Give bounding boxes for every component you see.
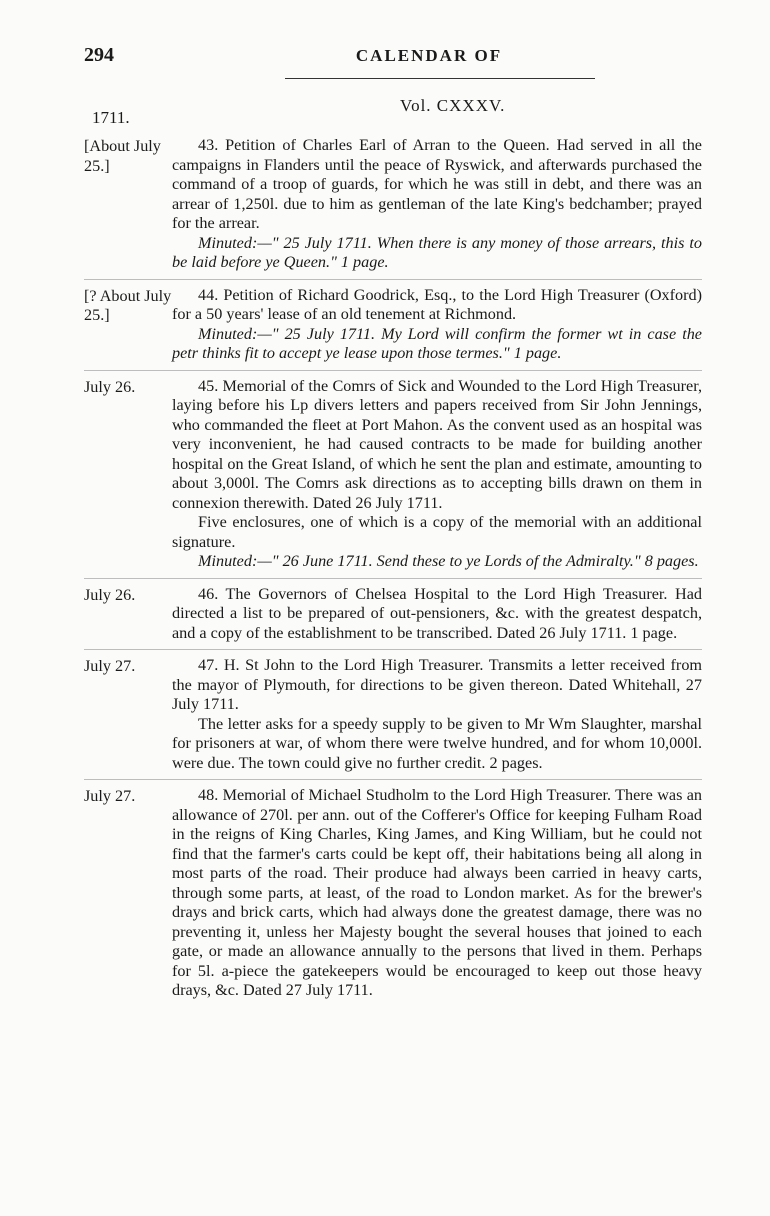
entry-paragraph: Five enclosures, one of which is a copy of the memorial with an additional signature. (172, 513, 702, 551)
entry-paragraph: 43. Petition of Charles Earl of Arran to the Queen. Had served in all the campaigns in Flanders until the peace of Ryswick, and afterwards purchased the command of a troop of guards, for which he was still in debt, and there was an arrear of 1,250l. due to him as gentleman of the late King's bedchamber; prayed for the arrear. (172, 136, 702, 232)
header-rule (285, 78, 595, 79)
entry-body (172, 136, 702, 273)
entry-date: July 26. (84, 377, 136, 396)
entry-body (172, 377, 702, 572)
page-number: 294 (84, 44, 114, 66)
entry-minute: Minuted:—" 25 July 1711. My Lord will confirm the former wt in case the petr thinks fit to accept ye lease upon those termes." 1 page. (172, 324, 702, 362)
calendar-entry (84, 371, 702, 579)
page-header (84, 44, 704, 74)
entry-paragraph: 48. Memorial of Michael Studholm to the Lord High Treasurer. There was an allowance of 270l. per ann. out of the Cofferer's Office for keeping Fulham Road in the reigns of King Charles, King James, and King William, but he could not find that the farmer's carts could be kept off, their habitations being all along in most parts of the road. Their produce had always been carried in heavy carts, through some parts, at least, of the road to London market. As for the brewer's drays and brick carts, which had always done the greatest damage, there was no preventing it, unless her Majesty bought the several houses that joined to each gate, or made an allowance annually to the persons that lived in them. Perhaps for 5l. a-piece the gatekeepers would be encouraged to keep out those heavy drays, &c. Dated 27 July 1711. (172, 786, 702, 999)
entry-paragraph: The letter asks for a speedy supply to be given to Mr Wm Slaughter, marshal for prisoners at war, of whom there were twelve hundred, and for whom 10,000l. were due. The town could give no further credit. 2 pages. (172, 714, 702, 772)
volume-label: Vol. CXXXV. (400, 96, 506, 115)
running-head: CALENDAR OF (355, 46, 503, 65)
entry-date: July 27. (84, 787, 136, 805)
entry-date: [? About July 25.] (84, 286, 172, 324)
entry-body (172, 286, 702, 364)
entry-minute: Minuted:—" 25 July 1711. When there is any money of those arrears, this to be laid before ye Queen." 1 page. (172, 233, 702, 271)
year-label: 1711. (92, 108, 130, 127)
calendar-entry (84, 579, 702, 651)
entry-paragraph: 44. Petition of Richard Goodrick, Esq., to the Lord High Treasurer (Oxford) for a 50 years' lease of an old tenement at Richmond. (172, 285, 702, 323)
entry-date: [About July 25.] (84, 137, 161, 175)
entry-paragraph: 45. Memorial of the Comrs of Sick and Wounded to the Lord High Treasurer, laying before his Lp divers letters and papers received from Sir John Jennings, who commanded the fleet at Port Mahon. As the convent used as an hospital was very inconvenient, he had caused contracts to be made for building another hospital on the Great Island, of which he sent the plan and estimate, amounting to about 3,000l. The Comrs ask directions as to accepting bills drawn on them in connexion therewith. Dated 26 July 1711. (172, 376, 702, 512)
entry-paragraph: 46. The Governors of Chelsea Hospital to the Lord High Treasurer. Had directed a list to be prepared of out-pensioners, &c. with the greatest despatch, and a copy of the establishment to be transcribed. Dated 26 July 1711. 1 page. (172, 584, 702, 642)
calendar-entry (84, 780, 702, 1007)
calendar-entry (84, 280, 702, 371)
entry-body (172, 656, 702, 773)
entry-body (172, 786, 702, 1001)
calendar-entry (84, 130, 702, 280)
entry-minute: Minuted:—" 26 June 1711. Send these to ye Lords of the Admiralty." 8 pages. (198, 552, 699, 570)
calendar-entries (84, 130, 702, 1007)
entry-date: July 27. (84, 657, 136, 675)
entry-paragraph: 47. H. St John to the Lord High Treasurer. Transmits a letter received from the mayor of Plymouth, for directions to be given thereon. Dated Whitehall, 27 July 1711. (172, 656, 702, 713)
entry-body (172, 585, 702, 644)
entry-date: July 26. (84, 585, 136, 604)
calendar-entry (84, 650, 702, 780)
